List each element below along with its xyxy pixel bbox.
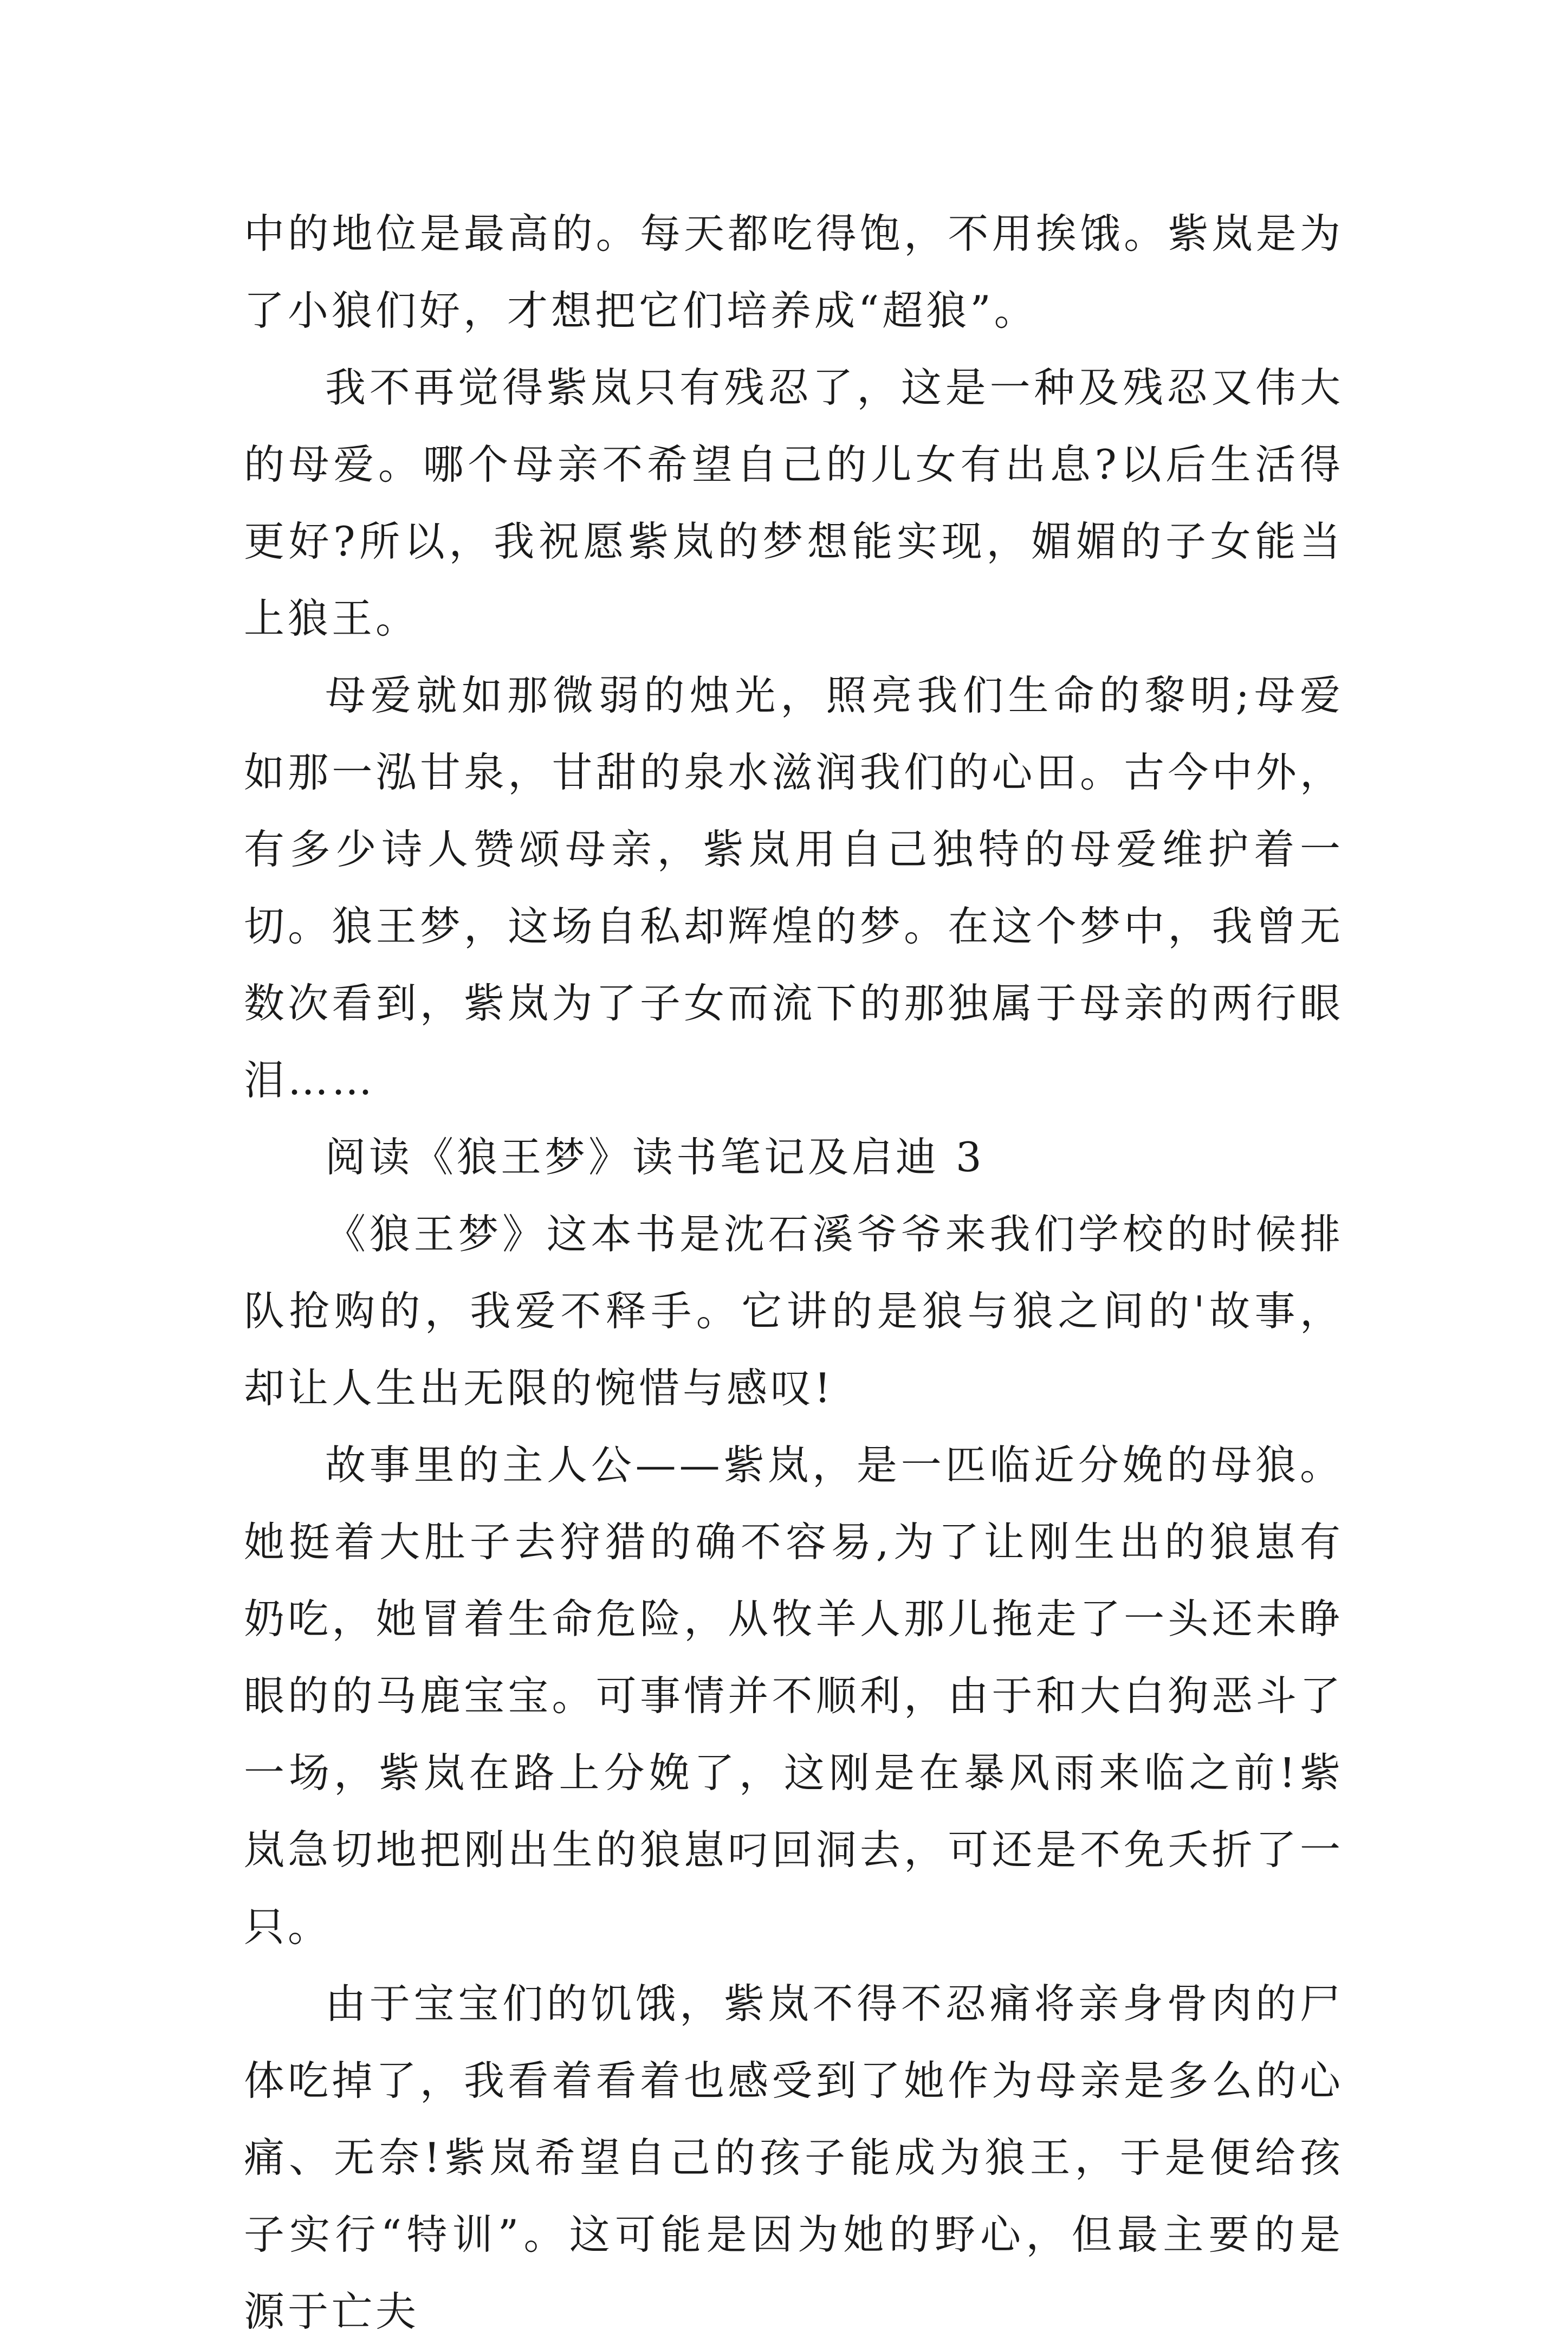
paragraph-1: 中的地位是最高的。每天都吃得饱，不用挨饿。紫岚是为了小狼们好，才想把它们培养成“超狼”。 [244, 210, 1344, 334]
paragraph-2: 我不再觉得紫岚只有残忍了，这是一种及残忍又伟大的母爱。哪个母亲不希望自己的儿女有出息?以后生活得更好?所以，我祝愿紫岚的梦想能实现，媚媚的子女能当上狼王。 [244, 364, 1344, 642]
paragraph-3: 母爱就如那微弱的烛光，照亮我们生命的黎明;母爱如那一泓甘泉，甘甜的泉水滋润我们的心田。古今中外，有多少诗人赞颂母亲，紫岚用自己独特的母爱维护着一切。狼王梦，这场自私却辉煌的梦。在这个梦中，我曾无数次看到，紫岚为了子女而流下的那独属于母亲的两行眼泪…… [244, 672, 1344, 1104]
section-heading: 阅读《狼王梦》读书笔记及启迪 3 [325, 1133, 985, 1181]
paragraph-4: 《狼王梦》这本书是沈石溪爷爷来我们学校的时候排队抢购的，我爱不释手。它讲的是狼与狼之间的'故事，却让人生出无限的惋惜与感叹! [244, 1210, 1344, 1412]
paragraph-6: 由于宝宝们的饥饿，紫岚不得不忍痛将亲身骨肉的尸体吃掉了，我看着看着也感受到了她作为母亲是多么的心痛、无奈!紫岚希望自己的孩子能成为狼王，于是便给孩子实行“特训”。这可能是因为她的野心，但最主要的是源于亡夫 [244, 1980, 1344, 2335]
document-body [244, 195, 1344, 2350]
paragraph-5: 故事里的主人公——紫岚，是一匹临近分娩的母狼。她挺着大肚子去狩猎的确不容易,为了让刚生出的狼崽有奶吃，她冒着生命危险，从牧羊人那儿拖走了一头还未睁眼的的马鹿宝宝。可事情并不顺利，由于和大白狗恶斗了一场，紫岚在路上分娩了，这刚是在暴风雨来临之前!紫岚急切地把刚出生的狼崽叼回洞去，可还是不免夭折了一只。 [244, 1441, 1344, 1951]
